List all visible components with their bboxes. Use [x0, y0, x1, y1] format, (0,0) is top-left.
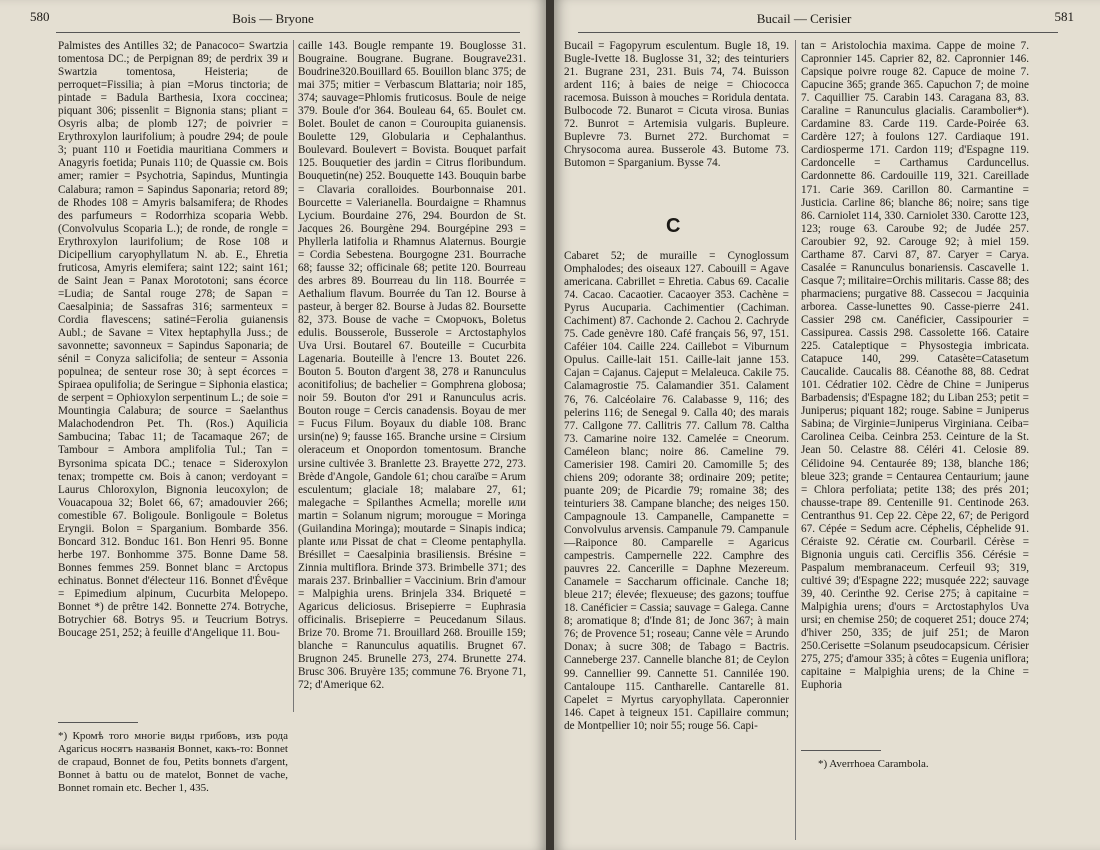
left-page — [0, 0, 546, 850]
section-letter: C — [666, 215, 681, 237]
running-header-right: Bucail — Cerisier — [756, 11, 852, 26]
dictionary-entries: tan = Aristolochia maxima. Cappe de moine 7. Capronnier 145. Caprier 82, 82. Capronnier 146. Capsique poivre rouge 82. Capuce de moine 7. Capucine 365; grande 365. Capuchon 7; de moine 7. Caquillier 75. Carabin 143. Caragana 83, 83. Caraline = Ranunculus glacialis. Carambolier*). Cardamine 83. Carde 119. Carde-Poirée 63. Cardère 127; à foulons 127. Cardiaque 191. Cardiosperme 171. Cardon 119; d'Espagne 119. Cardoncelle = Carthamus Carduncellus. Cardonnette 86. Cardouille 119, 321. Careillade 171. Carie 369. Carillon 80. Carmantine = Justicia. Carline 86; blanche 86; noire; sans tige 86. Carniolet 114, 330. Carniolet 330. Carotte 123, 123; rouge 63. Caroube 92; de Judée 257. Caroubier 92, 92. Carouge 92; à miel 159. Carthame 87. Carvi 87, 87. Caryer = Carya. Casalée = Ranunculus bonariensis. Cascavelle 1. Casque 7; militaire=Orchis militaris. Casse 88; des pharmaciens; purgative 88. Cassecou = Jacquinia arborea. Casse-lunettes 90. Casse-pierre 241. Cassier 298 см. Canéficier, Cassipourier = Cassipurea. Cassis 298. Cassolette 166. Cataire 225. Cataleptique = Physostegia imbricata. Catapuce 140, 299. Catasète=Catasetum Caucalide. Caucalis 88. Céanothe 88, 88. Cedrat 101. Cédratier 102. Cèdre de Chine = Juniperus Barbadensis; d'Espagne 182; du Liban 253; petit = Juniperus; piquant 182; rouge. Sabine = Juniperus Sabina; de Virginie=Juniperus Virginiana. Ceiba= Carolinea Ceiba. Ceinbra 253. Ceinture de la St. Jean 50. Celastre 88. Céléri 41. Celosie 89. Célidoine 94. Centaurée 89; 138, blanche 186; bleue 323; grande = Centaurea Centaurium; jaune = Chlora perfoliata; petite 138; des prés 201; chausse-trape 89. Centenille 91. Centinode 263. Centranthus 91. Cep 22. Cèpe 22, 67; de Perigord 67. Cépée = Sedum acre. Céphelis, Céphelide 91. Céraiste 92. Cératie см. Courbaril. Cérèse = Bignonia unguis cati. Cerciflis 356. Cérésie = Paspalum membranaceum. Cerfeuil 93; 319, cultivé 39; d'Espagne 222; musquée 222; sauvage 39, 40. Cerinthe 92. Cerise 275; à capitaine = Malpighia urens; d'ours = Arctostaphylos Uva ursi; en chemise 250; de coqueret 251; douce 274; d'hiver 250, 335; de juif 251; de Maron 250.Cerisette =Solanum pseudocapsicum. Cérisier 275, 275; d'amour 335; à côtes = Eugenia uniflora; capitaine = Malpighia urens; de la Chine = Euphoria — [801, 40, 1029, 692]
footnote-rule-right — [801, 750, 881, 751]
left-column-2 — [298, 40, 526, 810]
column-divider-right — [795, 40, 796, 840]
column-divider-left — [293, 40, 294, 712]
dictionary-entries: caille 143. Bougle rempante 19. Bouglosse 31. Bougraine. Bougrane. Bugrane. Bougrave231. Boudrine320.Bouillard 65. Bouillon blanc 375; de mai 375; mitier = Verbascum Blattaria; noir 185, 374; sauvage=Phlomis fruticosus. Boule de neige 379. Boule d'or 364. Bouleau 64, 65. Boulet см. Bolet. Boulet de canon = Couroupita guianensis. Boulette 129, Globularia и Cephalanthus. Boulevard. Boulevert = Bovista. Bouquet parfait 125. Bouquetier des jardin = Citrus floribundum. Bouquetin(ne) 252. Bouquette 143. Bouquin barbe = Clavaria coralloides. Bourbonnaise 201. Bourcette = Valerianella. Bourdaigne = Rhamnus Lycium. Bourdaine 276, 294. Bourdon de St. Jacques 26. Bourgène 294. Bourgépine 293 = Phyllerla latifolia и Rhamnus Alaternus. Bourgie = Cordia Sebestena. Bourgogne 231. Bourrache 68; fausse 32; officinale 68; petite 120. Bourreau des arbres 89. Bourreau du lin 118. Bourrée = Aethalium flavum. Bourrée du Tan 12. Bourse à pasteur, à berger 82. Bourse à Judas 82. Boursette 82, 373. Bouse de vache = Сморчокъ, Boletus edulis. Bousserole, Busserole = Arctostaphylos Uva Ursi. Boutarel 67. Bouteille = Cucurbita Lagenaria. Bouteille à l'encre 13. Boutet 226. Bouton 5. Bouton d'argent 38, 278 и Ranunculus aconitifolius; de bachelier = Gomphrena globosa; noir 59. Bouton d'or 291 и Ranunculus acris. Bouton rouge = Cercis canadensis. Boyau de mer = Fucus Filum. Boyaux du diable 108. Branc ursin(ne) 9; fausse 165. Branche ursine = Cirsium oleraceum et Onopordon tomentosum. Branche ursine cultivée 3. Branlette 23. Brayette 272, 273. Brède d'Angole, Gandole 61; chou caraïbe = Arum esculentum; glaciale 18; malabare 27, 61; malegache = Spilanthes Acmella; morelle или martin = Solanum nigrum; morougue = Moringa (Guilandina Moringa); moutarde = Sinapis indica; plante или Pissat de chat = Cleome pentaphylla. Brésillet = Caesalpinia brasiliensis. Brésine = Zinnia multiflora. Brinde 373. Brimbelle 371; des marais 237. Brinballier = Vaccinium. Brin d'amour = Malpighia urens. Brinjela 334. Briqueté = Agaricus deliciosus. Brisepierre = Euphrasia officinalis. Brisepierre = Peucedanum Silaus. Brize 70. Brome 71. Brouillard 268. Brouille 159; blanche = Ranunculus aquatilis. Brugnet 67. Brugnon 245. Brunelle 273, 274. Brunette 274. Brusc 306. Bruyère 135; commune 76. Bryone 71, 72; d'Amerique 62. — [298, 40, 526, 692]
right-column-2 — [801, 40, 1029, 740]
header-rule-right — [578, 32, 1058, 33]
running-header-left: Bois — Bryone — [232, 11, 314, 26]
footnote-right: *) Averrhoea Carambola. — [818, 758, 929, 770]
footnote-rule-left — [58, 722, 138, 723]
dictionary-entries: Palmistes des Antilles 32; de Panacoco= Swartzia tomentosa DC.; de Perpignan 89; de perdrix 39 и Swartzia tomentosa, Heisteria; de perroquet=Fissilia; à pian =Morus tinctoria; de pintade = Badula Barthesia, Ixora coccinea; piquant 306; pissenlit = Bignonia stans; pliant = Osyris alba; de plomb 127; de poivrier = Erythroxylon laurifolium; à poudre 294; de poule 3; puant 110 и Foetidia mauritiana Commers и Anagyris foetida; Punais 110; de Quassie см. Bois amer; ramier = Psychotria, Sapindus, Muntingia Calabura; ramon = Sapindus Saponaria; retord 89; de Rhodes 108 = Amyris balsamifera; de Rhodes des parfumeurs = Rodorrhiza scoparia Webb. (Convolvulus Scoparia L.); de ronde, de rongle = Erythroxylon laurifolium; de Rose 108 и Dicipellium caryophyllatum N. ab. E., Ehretia fruticosa, Amyris elemifera; saint 122; saint 161; de Saint Jean = Panax Morototoni; sans écorce =Ludia; de Santal rouge 278; de Sapan = Caesalpinia; de Sassafras 316; sarmenteux = Cordia flavescens; satiné=Ferolia guianensis Aubl.; de Savane = Vitex heptaphylla Juss.; de savonnette; savonneux = Sapindus Saponaria; de sénil = Conyza salicifolia; de senteur = Assonia populnea; de senteur rose 30; à sept écorces = Spiraea opulifolia; de Seringue = Siphonia elastica; de serpent = Ophioxylon serpentinum L.; de soie = Mountingia Calabura; de source = Saelanthus Malachodendron Pet. Th. (Ros.) Aquilicia Sambucina; Tabac 11; de Tacamaque 267; de Tambour = Ambora amplifolia Tul.; Tan = Byrsonima spicata DC.; tenace = Sideroxylon tenax; trompette см. Bois à canon; verdoyant = Laurus Chloroxylon, Bignonia leucoxylon; de Vouacapoua 32; Bolet 66, 67; amadouvier 266; comestible 67. Boligoule. Bonligoule = Boletus Eryngii. Bolon = Sparganium. Bombarde 356. Boncard 312. Bonduc 161. Bon Henri 95. Bonne herbe 197. Bonhomme 375. Bonne Dame 58. Bonnes femmes 259. Bonnet blanc = Arctopus echinatus. Bonnet d'électeur 116. Bonnet d'Évêque = Epimedium alpinum, Cucurbita Melopepo. Bonnet *) de prêtre 142. Bonnette 274. Botryche, Botrychier 68. Botrys 95. и Teucrium Botrys. Boucage 251, 252; à feuille d'Angelique 11. Bou- — [58, 40, 288, 640]
right-page — [554, 0, 1100, 850]
footnote-left: *) Кромѣ того многіе виды грибовъ, изъ рода Agaricus носятъ названія Bonnet, какъ-то: Bonnet de crapaud, Bonnet de fou, Petits bonnets d'argent, Bonnet à battu ou de matelot, Bonnet de vache, Bonnet romain etc. Becher 1, 435. — [58, 730, 288, 794]
right-column-1-top — [564, 40, 789, 206]
dictionary-entries: Bucail = Fagopyrum esculentum. Bugle 18, 19. Bugle-Ivette 18. Buglosse 31, 32; des teinturiers 21. Bugrane 231, 231. Buis 74, 74. Buisson ardent 116; à baies de neige = Chiococca racemosa. Buisson à mouches = Roridula dentata. Bulbocode 72. Bunarot = Cicuta virosa. Bunias 72. Bunrot = Artemisia vulgaris. Bupleure. Buplevre 73. Burnet 272. Burchomat = Chrysocoma aurea. Busserole 43. Butome 73. Butomon = Sparganium. Bysse 74. — [564, 40, 789, 170]
header-rule-left — [56, 32, 520, 33]
page-number-left: 580 — [30, 9, 50, 24]
book-gutter — [546, 0, 554, 850]
left-column-1 — [58, 40, 288, 712]
dictionary-entries: Cabaret 52; de muraille = Cynoglossum Omphalodes; des oiseaux 127. Cabouill = Agave americana. Cabrillet = Ehretia. Cabus 69. Cacalie 74. Cacao. Cacaotier. Cacaoyer 353. Cachène = Pyrus Aucuparia. Cachimentier (Cachiman. Cachiment) 87. Cachonde 2. Cachou 2. Cachryde 75. Cade genèvre 180. Café français 56, 97, 151. Caféier 104. Caille 224. Caillebot = Viburnum Opulus. Caille-lait 151. Caille-lait janne 153. Cajan = Cajanus. Cajeput = Melaleuca. Cakile 75. Calamagrostie 75. Calamandier 351. Calament 76, 76. Calcéolaire 76. Calabasse 9, 116; des pelerins 116; de Senegal 9. Calla 40; des marais 77. Callgone 77. Callitris 77. Callum 78. Caltha 73. Camarine noire 132. Camelée = Cneorum. Caméleon blanc; noire 86. Cameline 79. Camerisier 198. Camiri 20. Camomille 5; des chiens 209; odorante 38; ordinaire 209; petite; puante 209; de Picardie 79; romaine 38; des teinturiers 38. Campane blanche; des neiges 150. Campagnoule 13. Campanelle, Campanette = Convolvulus arvensis. Campanule 79. Campanule—Raiponce 80. Camparelle = Agaricus campestris. Campernelle 222. Camphre des pauvres 22. Cancerille = Daphne Mezereum. Canamele = Saccharum officinale. Canche 18; bleue 217; élevée; flexueuse; des gazons; touffue 18. Canéficier = Cassia; sauvage = Galega. Canne 8; aromatique 8; d'Inde 81; de Jonc 367; à main 76; de Provence 51; roseau; Canne vèle = Arundo Donax; à sucre 308; de Tabago = Bactris. Canneberge 237. Cannelle blanche 81; de Ceylon 99. Cannellier 99. Cannette 51. Cannilée 190. Cantaloupe 115. Cantharelle. Cantarelle 81. Capelet = Myrtus caryophyllata. Caperonnier 146. Capet à teigneux 151. Capillaire commun; de Montpellier 10; noir 55; rouge 56. Capi- — [564, 250, 789, 732]
page-number-right: 581 — [1054, 9, 1074, 24]
right-column-1-bottom — [564, 250, 789, 846]
